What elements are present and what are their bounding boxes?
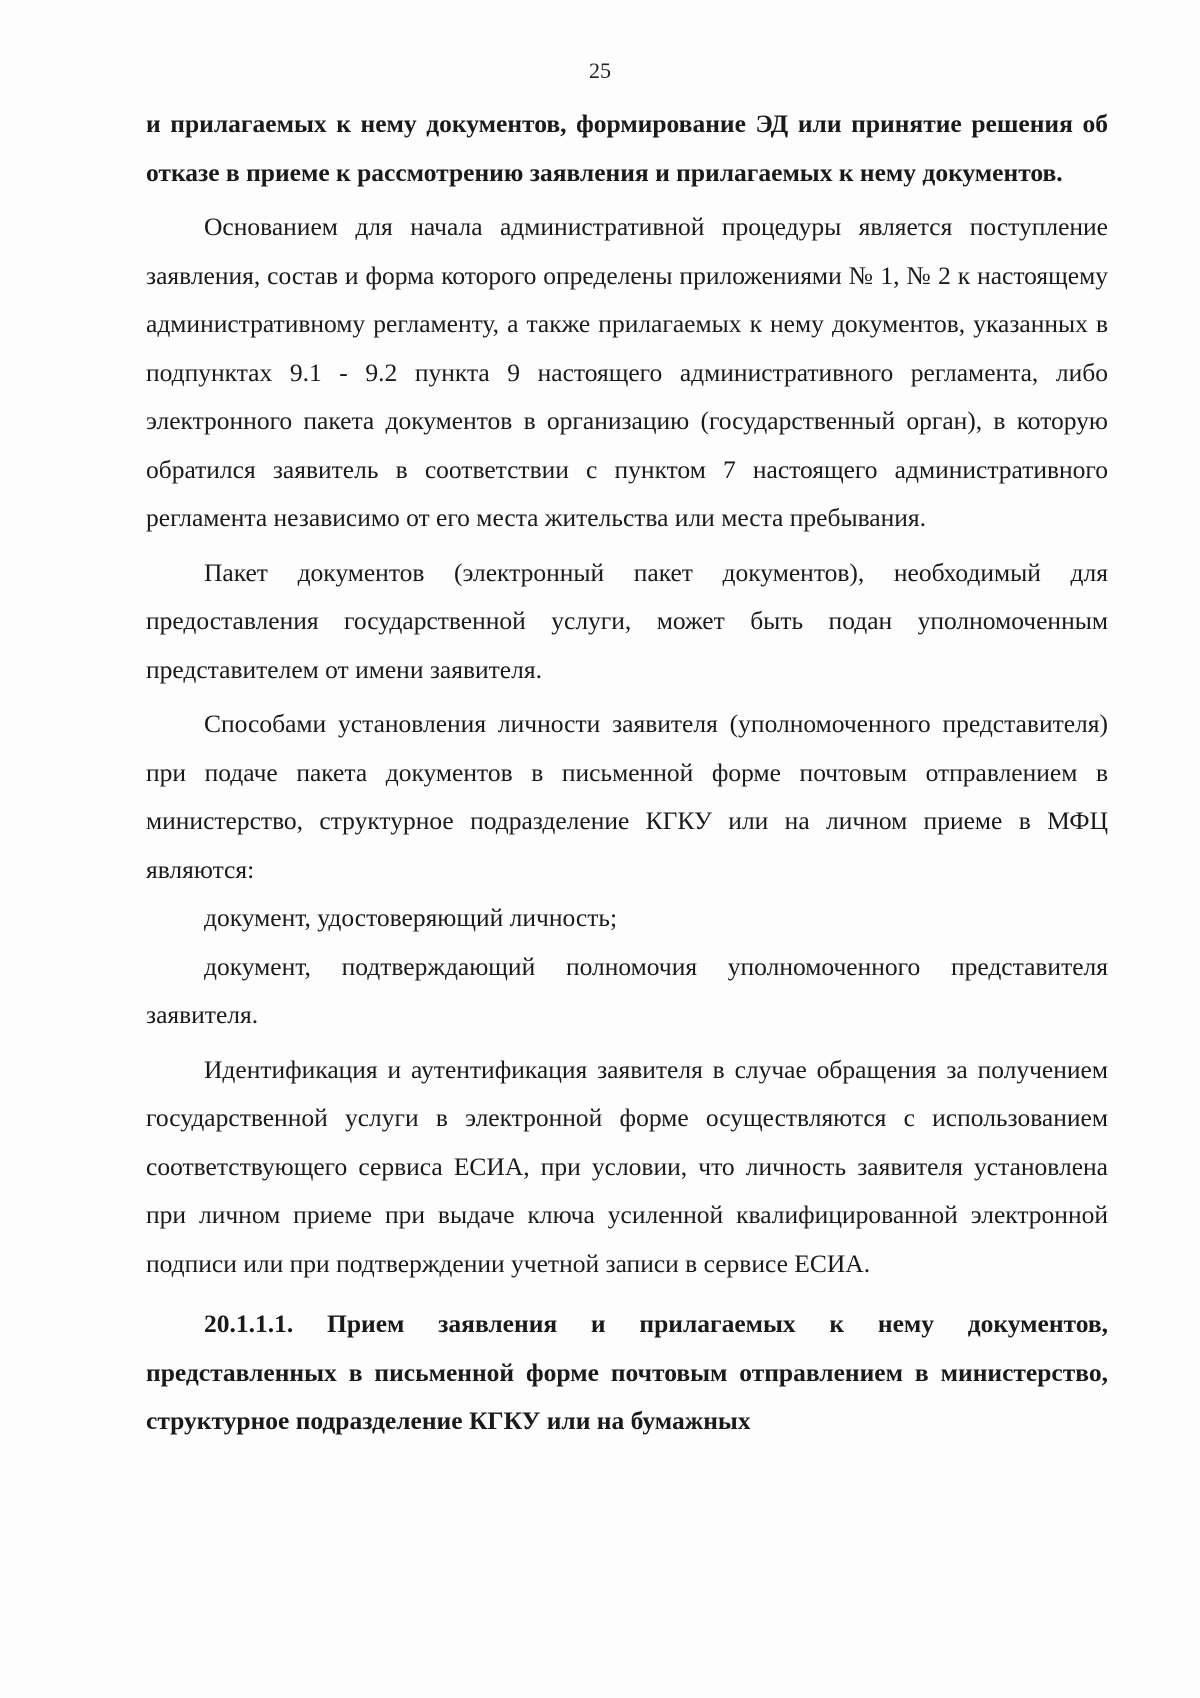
paragraph-package: Пакет документов (электронный пакет документов), необходимый для предоставления государственной услуги, может быть подан уполномоченным представителем от имени заявителя. [146, 557, 1108, 684]
section-heading-20-1-1-1: 20.1.1.1. Прием заявления и прилагаемых к нему документов, представленных в письменной форме почтовым отправлением в министерство, структурное подразделение КГКУ или на бумажных [146, 1309, 1108, 1435]
list-item-authority-document: документ, подтверждающий полномочия уполномоченного представителя заявителя. [146, 951, 1108, 1029]
list-item-id-document: документ, удостоверяющий личность; [204, 903, 618, 932]
paragraph-methods: Способами установления личности заявителя (уполномоченного представителя) при подаче пакета документов в письменной форме почтовым отправлением в министерство, структурное подразделение КГКУ или на личном приеме в МФЦ являются: [146, 709, 1108, 884]
paragraph-basis: Основанием для начала административной процедуры является поступление заявления, состав и форма которого определены приложениями № 1, № 2 к настоящему административному регламенту, а также прилагаемых к нему документов, указанных в подпунктах 9.1 - 9.2 пункта 9 настоящего административного регламента, либо электронного пакета документов в организацию (государственный орган), в которую обратился заявитель в соответствии с пунктом 7 настоящего административного регламента независимо от его места жительства или места пребывания. [146, 212, 1108, 532]
paragraph-identification: Идентификация и аутентификация заявителя в случае обращения за получением государственной услуги в электронной форме осуществляются с использованием соответствующего сервиса ЕСИА, при условии, что личность заявителя установлена при личном приеме при выдаче ключа усиленной квалифицированной электронной подписи или при подтверждении учетной записи в сервисе ЕСИА. [146, 1054, 1108, 1278]
document-body [146, 100, 1108, 1446]
heading-continuation: и прилагаемых к нему документов, формирование ЭД или принятие решения об отказе в приеме к рассмотрению заявления и прилагаемых к нему документов. [146, 109, 1108, 187]
page-number: 25 [589, 58, 611, 83]
